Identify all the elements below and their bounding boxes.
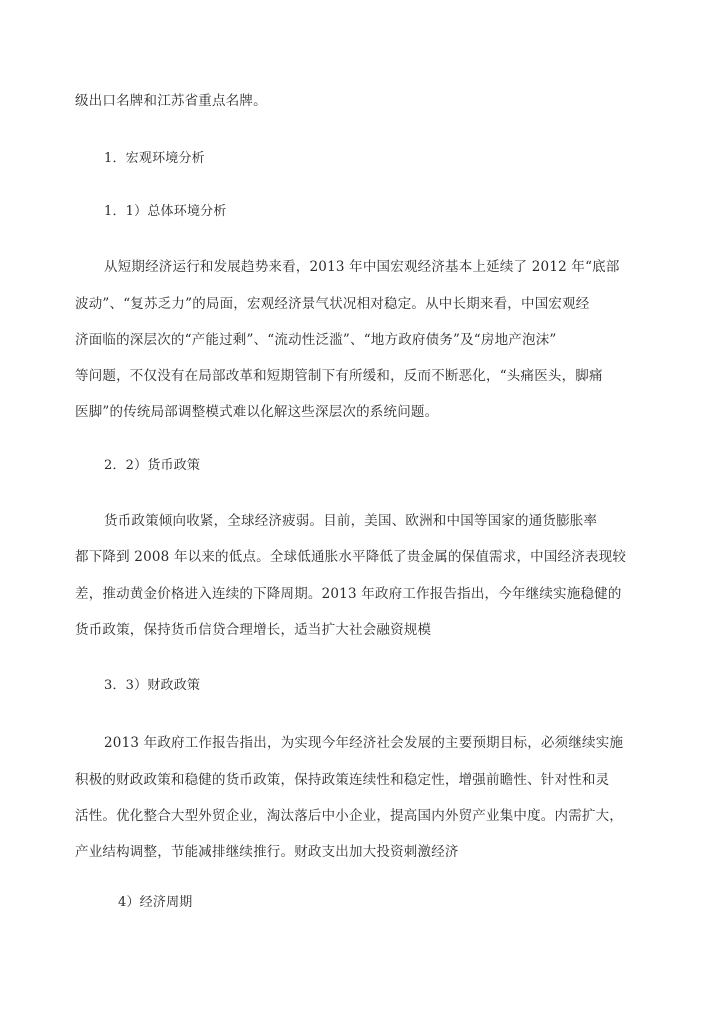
paragraph-3-line-1: 2013 年政府工作报告指出，为实现今年经济社会发展的主要预期目标，必须继续实施 bbox=[104, 735, 624, 751]
paragraph-2-line-4: 货币政策，保持货币信贷合理增长，适当扩大社会融资规模 bbox=[75, 622, 432, 638]
paragraph-2-line-2: 都下降到 2008 年以来的低点。全球低通胀水平降低了贵金属的保值需求，中国经济表现较 bbox=[75, 549, 627, 565]
paragraph-1-line-2: 波动”、“复苏乏力”的局面，宏观经济景气状况相对稳定。从中长期来看，中国宏观经 bbox=[75, 296, 590, 312]
paragraph-1-line-3: 济面临的深层次的“产能过剩”、“流动性泛滥”、“地方政府债务”及“房地产泡沫” bbox=[75, 332, 557, 348]
paragraph-2-line-3: 差，推动黄金价格进入连续的下降周期。2013 年政府工作报告指出，今年继续实施稳健的 bbox=[75, 586, 622, 602]
subsection-heading-2: 2．2）货币政策 bbox=[104, 458, 201, 473]
paragraph-1-line-4: 等问题，不仅没有在局部改革和短期管制下有所缓和，反而不断恶化，“头痛医头，脚痛 bbox=[75, 368, 603, 384]
paragraph-1-line-1: 从短期经济运行和发展趋势来看，2013 年中国宏观经济基本上延续了 2012 年“底部 bbox=[104, 259, 620, 275]
subsection-heading-4: 4）经济周期 bbox=[118, 895, 193, 910]
paragraph-1-line-5: 医脚”的传统局部调整模式难以化解这些深层次的系统问题。 bbox=[75, 404, 439, 420]
paragraph-2-line-1: 货币政策倾向收紧，全球经济疲弱。目前，美国、欧洲和中国等国家的通货膨胀率 bbox=[104, 513, 598, 529]
subsection-heading-1: 1．1）总体环境分析 bbox=[104, 204, 227, 219]
paragraph-3-line-2: 积极的财政政策和稳健的货币政策，保持政策连续性和稳定性，增强前瞻性、针对性和灵 bbox=[75, 772, 610, 788]
subsection-heading-3: 3．3）财政政策 bbox=[104, 678, 201, 693]
paragraph-3-line-4: 产业结构调整，节能减排继续推行。财政支出加大投资刺激经济 bbox=[75, 844, 459, 860]
intro-line: 级出口名牌和江苏省重点名牌。 bbox=[75, 93, 267, 109]
section-title: 1．宏观环境分析 bbox=[104, 151, 205, 166]
paragraph-3-line-3: 活性。优化整合大型外贸企业，淘汰落后中小企业，提高国内外贸产业集中度。内需扩大， bbox=[75, 808, 623, 824]
